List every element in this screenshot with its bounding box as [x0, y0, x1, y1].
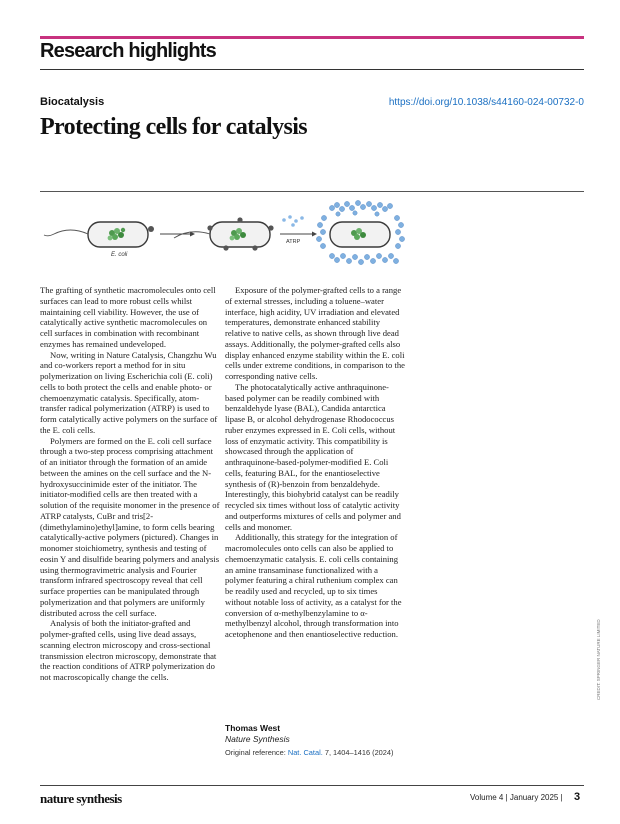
top-accent-rule — [40, 36, 584, 39]
body-column-right — [225, 285, 405, 640]
image-credit: CREDIT: SPRINGER NATURE LIMITED — [596, 619, 601, 700]
headline-divider — [40, 191, 584, 192]
atrp-arrow — [280, 215, 317, 245]
body-paragraph: Additionally, this strategy for the integration of macromolecules onto cells can also be applied to chemoenzymatic catalysis. E. coli cells containing an amine transaminase functionalized with a polymer featuring a chiral ruthenium complex can be readily used and recycled, up to six times without notable loss of activity, as a catalyst for the conversion of α-methylbenzylamine to α-methylbenzyl alcohol, through transformation into acetophenone and then enantioselective reduction. — [225, 532, 402, 639]
section-title: Research highlights — [40, 40, 216, 62]
original-reference-link[interactable]: Nat. Catal. — [287, 748, 323, 757]
body-paragraph: The photocatalytically active anthraquinone-based polymer can be readily combined with benzaldehyde lyase (BAL), Candida antarctica lipase B, or alcohol dehydrogenase Rhodococcus ruber enzymes expressed in E. Coli cells, without loss of enzymatic activity. This compatibility is showcased through the application of anthraquinone-based-polymer-modified E. Coli cells, featuring BAL, for the enantioselective synthesis of (R)-benzoin from benzaldehyde. Interestingly, this biohybrid catalyst can be readily recycled six times without loss of catalytic activity and outperforms mixtures of cells and polymer and cells and monomer. — [225, 381, 401, 532]
body-column-left — [40, 285, 220, 683]
atrp-label: ATRP — [286, 239, 301, 245]
article-headline: Protecting cells for catalysis — [40, 114, 308, 140]
article-category: Biocatalysis — [40, 96, 105, 108]
section-divider — [40, 69, 584, 70]
footer-divider — [40, 785, 584, 786]
doi-link[interactable]: https://doi.org/10.1038/s44160-024-00732-0 — [388, 97, 584, 108]
page-number: 3 — [574, 791, 581, 803]
body-paragraph: Analysis of both the initiator-grafted and polymer-grafted cells, using live dead assays, scanning electron microscopy and cross-sectional transmission electron microscopy, demonstrate that the reaction conditions of ATRP polymerization do not macroscopically change the cells. — [40, 618, 217, 682]
ecoli-cell-native — [44, 222, 148, 258]
cell-label: E. coli — [111, 252, 128, 258]
ecoli-cell-polymer-grafted — [316, 200, 404, 264]
body-paragraph: Exposure of the polymer-grafted cells to a range of external stresses, including a toluene–water interface, high acidity, UV irradiation and elevated temperatures, demonstrate enhanced stability relative to native cells, as shown through live dead assays. Additionally, the polymer-grafted cells also display enhanced enzyme stability within the E. coli cells under extreme conditions, in comparison to the corresponding native cells. — [225, 285, 405, 381]
original-reference-label: Original reference: — [225, 748, 286, 757]
body-paragraph: Now, writing in Nature Catalysis, Changzhu Wu and co-workers report a method for in situ polymerization on living Escherichia coli (E. coli) cells to both protect the cells and enable photo- or chemoenzymatic catalysis. Specifically, atom-transfer radical polymerization (ATRP) is used to form catalytically active polymers on the surface of the E. coli cells. — [40, 349, 218, 435]
author-journal: Nature Synthesis — [225, 734, 290, 744]
schematic-figure — [40, 198, 410, 268]
original-reference — [225, 748, 393, 757]
author-name: Thomas West — [225, 723, 281, 733]
body-paragraph: The grafting of synthetic macromolecules onto cell surfaces can lead to more robust cells whilst maintaining cell viability. However, the use of catalytically active synthetic macromolecules on cell surfaces in combination with recombinant enzymes has remained undeveloped. — [40, 285, 216, 349]
original-reference-details: 7, 1404–1416 (2024) — [324, 748, 394, 757]
initiator-dot — [148, 226, 154, 232]
journal-brand-logo: nature synthesis — [40, 791, 122, 806]
issue-info: Volume 4 | January 2025 | — [470, 793, 563, 802]
body-paragraph: Polymers are formed on the E. coli cell surface through a two-step process comprising attachment of an initiator through the formation of an amide between the amines on the cell surface and the N-hydroxysuccinimide ester of the initiator. The initiator-modified cells are then treated with a solution of the requisite monomer in the presence of ATRP catalysts, CuBr and tris[2-(dimethylamino)ethyl]amine, to form cells bearing catalytically-active polymers (pictured). Changes in monomer stoichiometry, synthesis and testing of eosin Y and disulfide bearing polymers and analysis using thermogravimetric analysis and Fourier transform infrared spectroscopy reveal that cell surface properties can be manipulated through polymerization and that polymers are uniformly distributed across the cell surface. — [40, 435, 220, 618]
